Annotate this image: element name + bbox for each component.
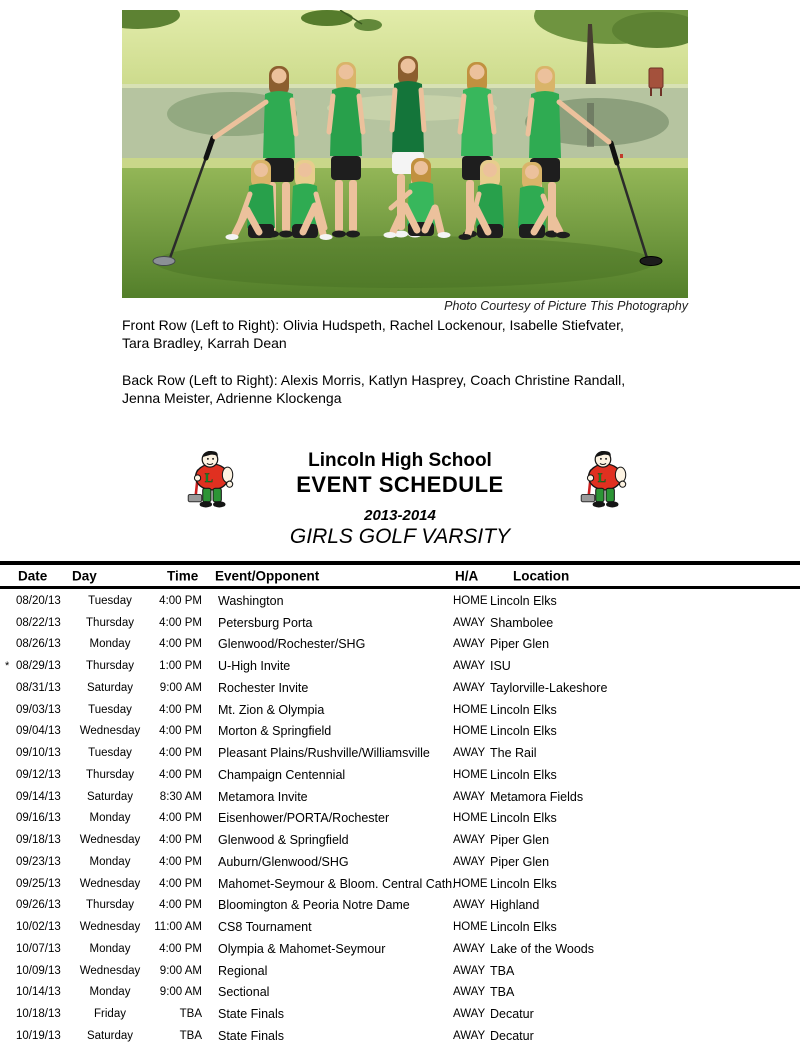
cell-time: 4:00 PM [159,812,202,825]
cell-date: 09/03/13 [16,703,61,716]
cell-location: Piper Glen [490,854,550,869]
cell-day: Saturday [86,681,134,694]
cell-time: 11:00 AM [154,921,202,934]
column-header-day: Day [72,568,97,583]
cell-location: Lincoln Elks [490,593,557,608]
schedule-rows [0,589,800,1047]
schedule-table [0,561,800,1047]
cell-home-away: HOME [453,812,488,825]
schedule-row [0,590,800,612]
cell-event: Morton & Springfield [218,724,332,739]
cell-time: 4:00 PM [159,899,202,912]
cell-date: 09/18/13 [16,834,61,847]
cell-home-away: AWAY [453,747,486,760]
cell-time: 9:00 AM [159,964,202,977]
cell-home-away: AWAY [453,834,486,847]
cell-home-away: HOME [453,921,488,934]
cell-day: Saturday [86,790,134,803]
cell-date: 09/23/13 [16,855,61,868]
cell-time: 4:00 PM [159,834,202,847]
cell-home-away: HOME [453,594,488,607]
cell-date: 09/14/13 [16,790,61,803]
cell-location: Lake of the Woods [490,941,595,956]
schedule-row [0,982,800,1004]
cell-day: Monday [89,638,131,651]
cell-day: Tuesday [88,747,132,760]
schedule-row [0,873,800,895]
schedule-row [0,612,800,634]
cell-event: Champaign Centennial [218,767,346,782]
cell-day: Wednesday [79,725,141,738]
back-row-caption-line1: Back Row (Left to Right): Alexis Morris, Katlyn Hasprey, Coach Christine Randall, [122,372,626,388]
cell-event: Bloomington & Peoria Notre Dame [218,898,410,913]
team-photo-block [122,10,688,313]
cell-time: 4:00 PM [159,703,202,716]
team-photo [122,10,688,298]
cell-home-away: HOME [453,725,488,738]
schedule-row [0,808,800,830]
cell-time: 4:00 PM [159,594,202,607]
cell-location: TBA [490,963,515,978]
cell-day: Monday [89,942,131,955]
cell-event: Rochester Invite [218,680,309,695]
column-header-date: Date [18,568,48,583]
cell-event: Eisenhower/PORTA/Rochester [218,811,390,826]
svg-text:L: L [597,471,607,486]
cell-event: Mt. Zion & Olympia [218,702,325,717]
team-label: GIRLS GOLF VARSITY [289,525,511,548]
cell-home-away: AWAY [453,986,486,999]
cell-location: Lincoln Elks [490,702,557,717]
cell-home-away: AWAY [453,638,486,651]
cell-home-away: AWAY [453,1029,486,1042]
cell-time: 4:00 PM [159,616,202,629]
schedule-row [0,742,800,764]
cell-location: The Rail [490,746,537,761]
column-header-location: Location [513,568,570,583]
cell-date: 10/02/13 [16,921,61,934]
svg-text:L: L [204,471,214,486]
schedule-row [0,634,800,656]
cell-time: 4:00 PM [159,747,202,760]
cell-date: 08/22/13 [16,616,61,629]
cell-location: Metamora Fields [490,789,584,804]
cell-day: Wednesday [79,921,141,934]
cell-date: 09/16/13 [16,812,61,825]
cell-location: ISU [490,659,511,674]
cell-footnote-marker: * [5,660,10,673]
cell-home-away: AWAY [453,790,486,803]
season-label: 2013-2014 [364,507,436,524]
cell-time: 4:00 PM [159,638,202,651]
column-header-event: Event/Opponent [215,568,320,583]
school-name: Lincoln High School [308,450,492,471]
cell-event: Mahomet-Seymour & Bloom. Central Cath. [218,876,456,891]
cell-location: Piper Glen [490,637,550,652]
cell-home-away: AWAY [453,899,486,912]
cell-event: U-High Invite [218,659,291,674]
schedule-row [0,1003,800,1025]
cell-time: 9:00 AM [159,986,202,999]
cell-day: Tuesday [88,594,132,607]
cell-day: Tuesday [88,703,132,716]
cell-location: Lincoln Elks [490,724,557,739]
cell-date: 09/12/13 [16,768,61,781]
schedule-row [0,655,800,677]
cell-event: Olympia & Mahomet-Seymour [218,941,386,956]
front-row-caption [122,316,702,352]
cell-location: Shambolee [490,615,554,630]
event-schedule-title: EVENT SCHEDULE [296,472,504,497]
cell-location: Lincoln Elks [490,920,557,935]
event-schedule-page [0,10,800,1047]
schedule-header [0,449,800,555]
cell-home-away: HOME [453,877,488,890]
cell-event: CS8 Tournament [218,920,312,935]
cell-date: 09/26/13 [16,899,61,912]
photo-credit: Photo Courtesy of Picture This Photography [444,299,688,313]
schedule-row [0,699,800,721]
cell-day: Wednesday [79,964,141,977]
cell-location: Lincoln Elks [490,811,557,826]
back-row-caption-line2: Jenna Meister, Adrienne Klockenga [122,390,342,406]
column-header-ha: H/A [455,568,479,583]
railsplitter-mascot-icon [184,449,238,509]
cell-event: State Finals [218,1028,285,1043]
cell-day: Wednesday [79,834,141,847]
cell-home-away: AWAY [453,964,486,977]
cell-location: Lincoln Elks [490,876,557,891]
cell-date: 09/04/13 [16,725,61,738]
cell-location: Piper Glen [490,833,550,848]
cell-home-away: HOME [453,768,488,781]
schedule-row [0,677,800,699]
back-row-caption [122,371,702,407]
cell-day: Friday [94,1008,126,1021]
cell-home-away: AWAY [453,855,486,868]
cell-home-away: AWAY [453,616,486,629]
cell-time: TBA [179,1008,202,1021]
cell-date: 10/19/13 [16,1029,61,1042]
cell-home-away: HOME [453,703,488,716]
cell-location: Highland [490,898,540,913]
cell-time: 9:00 AM [159,681,202,694]
cell-event: Petersburg Porta [218,615,313,630]
cell-location: Lincoln Elks [490,767,557,782]
cell-event: Washington [218,593,284,608]
schedule-row [0,895,800,917]
cell-event: Auburn/Glenwood/SHG [218,854,349,869]
cell-event: Pleasant Plains/Rushville/Williamsville [218,746,430,761]
photo-captions [122,316,702,407]
cell-date: 08/20/13 [16,594,61,607]
schedule-row [0,786,800,808]
ground-shadow [155,236,655,288]
cell-location: Decatur [490,1028,534,1043]
cell-day: Monday [89,855,131,868]
cell-location: Decatur [490,1007,534,1022]
cell-day: Saturday [86,1029,134,1042]
cell-event: Metamora Invite [218,789,308,804]
railsplitter-mascot-icon [577,449,631,509]
schedule-column-headers [0,565,800,589]
cell-time: TBA [179,1029,202,1042]
schedule-row [0,916,800,938]
cell-date: 09/10/13 [16,747,61,760]
cell-day: Thursday [86,899,134,912]
schedule-row [0,721,800,743]
cell-home-away: AWAY [453,942,486,955]
schedule-row [0,851,800,873]
cell-day: Monday [89,812,131,825]
cell-day: Monday [89,986,131,999]
cell-home-away: AWAY [453,1008,486,1021]
cell-date: 10/14/13 [16,986,61,999]
cell-day: Wednesday [79,877,141,890]
cell-event: Glenwood/Rochester/SHG [218,637,366,652]
cell-event: Regional [218,963,268,978]
cell-home-away: AWAY [453,681,486,694]
column-header-time: Time [167,568,199,583]
cell-date: 08/26/13 [16,638,61,651]
schedule-row [0,938,800,960]
cell-date: 08/31/13 [16,681,61,694]
cell-day: Thursday [86,616,134,629]
cell-event: State Finals [218,1007,285,1022]
cell-location: Taylorville-Lakeshore [490,680,608,695]
cell-date: 08/29/13 [16,660,61,673]
cell-time: 4:00 PM [159,855,202,868]
schedule-row [0,829,800,851]
cell-event: Glenwood & Springfield [218,833,349,848]
cell-time: 8:30 AM [159,790,202,803]
front-row-caption-line1: Front Row (Left to Right): Olivia Hudspeth, Rachel Lockenour, Isabelle Stiefvater, [122,317,624,333]
cell-time: 4:00 PM [159,877,202,890]
cell-event: Sectional [218,985,270,1000]
cell-time: 1:00 PM [159,660,202,673]
cell-home-away: AWAY [453,660,486,673]
cell-date: 10/18/13 [16,1008,61,1021]
cell-date: 10/09/13 [16,964,61,977]
schedule-row [0,1025,800,1047]
cell-location: TBA [490,985,515,1000]
schedule-row [0,960,800,982]
cell-day: Thursday [86,768,134,781]
schedule-row [0,764,800,786]
cell-time: 4:00 PM [159,725,202,738]
front-row-caption-line2: Tara Bradley, Karrah Dean [122,335,287,351]
cell-date: 09/25/13 [16,877,61,890]
cell-date: 10/07/13 [16,942,61,955]
cell-time: 4:00 PM [159,768,202,781]
cell-time: 4:00 PM [159,942,202,955]
cell-day: Thursday [86,660,134,673]
